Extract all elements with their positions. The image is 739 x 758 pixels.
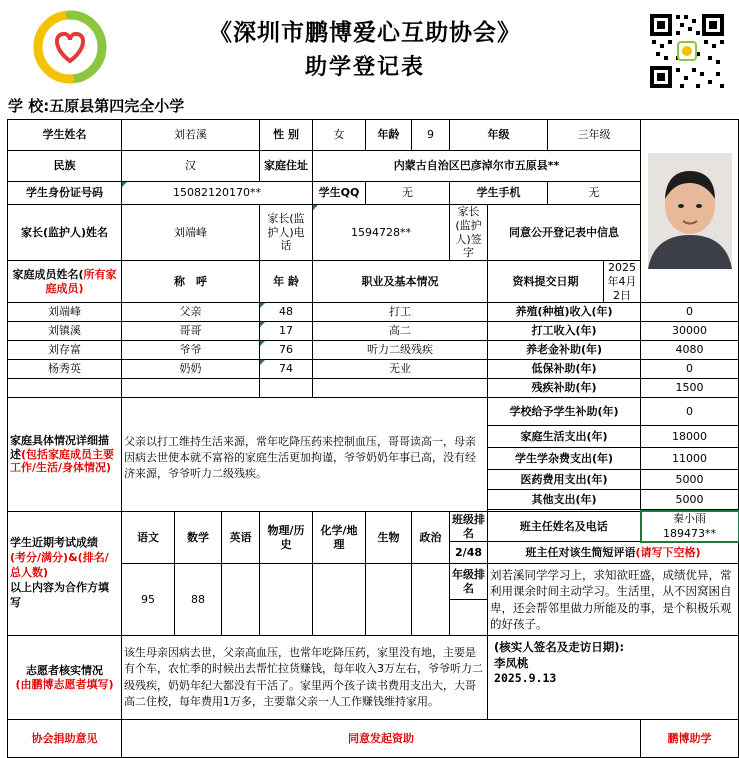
family-member-header bbox=[8, 261, 122, 303]
verification-label bbox=[8, 636, 122, 720]
finance-value[interactable]: 0 bbox=[641, 360, 739, 379]
id-number-label: 学生身份证号码 bbox=[8, 182, 122, 205]
family-member-name[interactable]: 刘端峰 bbox=[8, 303, 122, 322]
grade-rank-value[interactable] bbox=[450, 600, 488, 636]
finance-label: 其他支出(年) bbox=[488, 490, 641, 510]
ethnicity-value[interactable]: 汉 bbox=[122, 151, 260, 182]
family-member-age[interactable]: 74 bbox=[260, 360, 313, 379]
form-title: 《深圳市鹏博爱心互助协会》 bbox=[209, 19, 521, 46]
score-value[interactable]: 88 bbox=[175, 564, 222, 636]
scores-label-partner: 以上内容为合作方填写 bbox=[10, 580, 109, 609]
grade-value[interactable]: 三年级 bbox=[548, 120, 641, 151]
family-member-age[interactable]: 76 bbox=[260, 341, 313, 360]
family-description[interactable]: 父亲以打工维持生活来源，常年吃降压药来控制血压，哥哥读高一，母亲因病去世使本就不富裕的家庭生活更加拘谨，爷爷奶奶年事已高，没有经济来源，爷爷听力二级残疾。 bbox=[122, 398, 488, 512]
finance-label: 医药费用支出(年) bbox=[488, 470, 641, 490]
teacher-comment-hint: (请写下空格) bbox=[635, 546, 701, 560]
guardian-phone-label: 家长(监护人)电话 bbox=[260, 205, 313, 261]
score-value[interactable] bbox=[222, 564, 260, 636]
donation-label: 协会捐助意见 bbox=[8, 720, 122, 758]
gender-value[interactable]: 女 bbox=[313, 120, 366, 151]
age-value[interactable]: 9 bbox=[412, 120, 450, 151]
finance-value[interactable]: 30000 bbox=[641, 322, 739, 341]
family-member-occupation[interactable]: 无业 bbox=[313, 360, 488, 379]
verifier-label: (核实人签名及走访日期): bbox=[494, 640, 625, 655]
subject-header: 物理/历史 bbox=[260, 511, 313, 564]
family-row bbox=[8, 303, 739, 322]
guardian-name-value[interactable]: 刘端峰 bbox=[122, 205, 260, 261]
student-photo-cell bbox=[641, 120, 739, 303]
family-row-empty bbox=[8, 379, 739, 398]
family-detail-label-text: 家庭具体情况详细描述 bbox=[10, 433, 109, 461]
finance-value[interactable]: 5000 bbox=[641, 490, 739, 510]
id-number-value[interactable]: 15082120170** bbox=[122, 182, 313, 205]
verifier-block[interactable] bbox=[488, 636, 739, 720]
org-stamp: 鹏博助学 bbox=[641, 720, 739, 758]
gender-label: 性 别 bbox=[260, 120, 313, 151]
address-label: 家庭住址 bbox=[260, 151, 313, 182]
guardian-sign-label: 家长(监护人)签字 bbox=[450, 205, 488, 261]
finance-value[interactable]: 11000 bbox=[641, 448, 739, 470]
finance-label: 残疾补助(年) bbox=[488, 379, 641, 398]
guardian-name-label: 家长(监护人)姓名 bbox=[8, 205, 122, 261]
family-row bbox=[8, 341, 739, 360]
scores-label bbox=[8, 511, 122, 636]
verifier-date: 2025.9.13 bbox=[494, 671, 557, 686]
family-member-name[interactable] bbox=[8, 379, 122, 398]
score-value[interactable] bbox=[366, 564, 412, 636]
finance-value[interactable]: 0 bbox=[641, 398, 739, 426]
grade-rank-label: 年级排名 bbox=[450, 564, 488, 600]
verification-label-note: (由鹏博志愿者填写) bbox=[15, 677, 114, 691]
donation-result[interactable]: 同意发起资助 bbox=[122, 720, 641, 758]
subject-header: 化学/地理 bbox=[313, 511, 366, 564]
guardian-phone-value[interactable]: 1594728** bbox=[313, 205, 450, 261]
subject-header: 语文 bbox=[122, 511, 175, 564]
family-member-relation[interactable]: 父亲 bbox=[122, 303, 260, 322]
member-age-header: 年 龄 bbox=[260, 261, 313, 303]
teacher-contact[interactable] bbox=[641, 511, 739, 542]
subject-header: 数学 bbox=[175, 511, 222, 564]
finance-label: 打工收入(年) bbox=[488, 322, 641, 341]
finance-label: 低保补助(年) bbox=[488, 360, 641, 379]
family-row bbox=[8, 360, 739, 379]
family-member-occupation[interactable]: 打工 bbox=[313, 303, 488, 322]
score-value[interactable] bbox=[260, 564, 313, 636]
age-label: 年龄 bbox=[366, 120, 412, 151]
address-value[interactable]: 内蒙古自治区巴彦淖尔市五原县** bbox=[313, 151, 641, 182]
teacher-comment-label: 班主任对该生简短评语 bbox=[525, 546, 636, 560]
submit-date-label: 资料提交日期 bbox=[488, 261, 604, 303]
family-member-age[interactable] bbox=[260, 379, 313, 398]
qq-value[interactable]: 无 bbox=[366, 182, 450, 205]
qr-code-icon bbox=[648, 12, 726, 90]
verification-label-text: 志愿者核实情况 bbox=[26, 663, 103, 677]
finance-label: 养老金补助(年) bbox=[488, 341, 641, 360]
finance-label: 家庭生活支出(年) bbox=[488, 426, 641, 448]
class-rank-label: 班级排名 bbox=[450, 511, 488, 542]
family-member-header-note: 所有家庭成员) bbox=[45, 267, 117, 295]
finance-value[interactable]: 0 bbox=[641, 303, 739, 322]
student-name-value[interactable]: 刘若溪 bbox=[122, 120, 260, 151]
subject-header: 英语 bbox=[222, 511, 260, 564]
teacher-comment-header bbox=[488, 542, 739, 564]
student-name-label: 学生姓名 bbox=[8, 120, 122, 151]
finance-value[interactable]: 5000 bbox=[641, 470, 739, 490]
grade-label: 年级 bbox=[450, 120, 548, 151]
qq-label: 学生QQ bbox=[313, 182, 366, 205]
family-member-header-text: 家庭成员姓名( bbox=[12, 267, 84, 281]
score-value[interactable]: 95 bbox=[122, 564, 175, 636]
finance-label: 学校给予学生补助(年) bbox=[488, 398, 641, 426]
score-value[interactable] bbox=[412, 564, 450, 636]
student-photo bbox=[648, 153, 732, 269]
relation-header: 称 呼 bbox=[122, 261, 260, 303]
finance-label: 学生学杂费支出(年) bbox=[488, 448, 641, 470]
form-subtitle: 助学登记表 bbox=[304, 54, 425, 80]
scores-label-text: 学生近期考试成绩 bbox=[10, 536, 98, 550]
family-member-name[interactable]: 杨秀英 bbox=[8, 360, 122, 379]
teacher-name-value: 秦小雨 bbox=[673, 512, 707, 526]
teacher-phone-value: 189473** bbox=[663, 526, 717, 540]
teacher-comment[interactable]: 刘若溪同学学习上，求知欲旺盛，成绩优异，常利用课余时间主动学习。生活里，从不因窝困自卑，还会帮邻里做力所能及的事，是个积极乐观的好孩子。 bbox=[488, 564, 739, 636]
finance-value[interactable]: 4080 bbox=[641, 341, 739, 360]
family-detail-label bbox=[8, 398, 122, 512]
association-logo bbox=[30, 7, 110, 87]
family-member-age[interactable]: 48 bbox=[260, 303, 313, 322]
family-member-name[interactable]: 刘镇溪 bbox=[8, 322, 122, 341]
finance-label: 养殖(种植)收入(年) bbox=[488, 303, 641, 322]
family-member-relation[interactable]: 哥哥 bbox=[122, 322, 260, 341]
phone-value[interactable]: 无 bbox=[548, 182, 641, 205]
family-member-occupation[interactable]: 高二 bbox=[313, 322, 488, 341]
family-member-relation[interactable]: 奶奶 bbox=[122, 360, 260, 379]
verifier-name: 李凤桃 bbox=[494, 655, 529, 670]
family-member-occupation[interactable]: 听力二级残疾 bbox=[313, 341, 488, 360]
consent-label: 同意公开登记表中信息 bbox=[488, 205, 641, 261]
teacher-name-label: 班主任姓名及电话 bbox=[488, 511, 641, 542]
family-member-relation[interactable]: 爷爷 bbox=[122, 341, 260, 360]
family-detail-label-note: (包括家庭成员主要工作/生活/身体情况) bbox=[10, 447, 115, 475]
ethnicity-label: 民族 bbox=[8, 151, 122, 182]
family-member-name[interactable]: 刘存富 bbox=[8, 341, 122, 360]
class-rank-value[interactable]: 2/48 bbox=[450, 542, 488, 564]
registration-form-table bbox=[7, 119, 739, 758]
subject-header: 生物 bbox=[366, 511, 412, 564]
family-member-age[interactable]: 17 bbox=[260, 322, 313, 341]
family-member-relation[interactable] bbox=[122, 379, 260, 398]
family-member-occupation[interactable] bbox=[313, 379, 488, 398]
finance-value[interactable]: 1500 bbox=[641, 379, 739, 398]
submit-date-value[interactable]: 2025年4月2日 bbox=[604, 261, 641, 303]
subject-header: 政治 bbox=[412, 511, 450, 564]
family-row bbox=[8, 322, 739, 341]
scores-label-note: (考分/满分)&(排名/总人数) bbox=[10, 551, 109, 580]
finance-value[interactable]: 18000 bbox=[641, 426, 739, 448]
verification-text[interactable]: 该生母亲因病去世，父亲高血压，也常年吃降压药，家里没有地，主要是有个车，农忙季的时候出去帮忙拉货赚钱，每年收入3万左右，爷爷听力二级残疾，奶奶年纪大都没有干活了。家里两个孩子读书费用支出大，大哥高二住校，每年费用1万多，主要靠父亲一人工作赚钱维持家用。 bbox=[122, 636, 488, 720]
occupation-header: 职业及基本情况 bbox=[313, 261, 488, 303]
phone-label: 学生手机 bbox=[450, 182, 548, 205]
school-line: 学 校:五原县第四完全小学 bbox=[8, 97, 185, 115]
score-value[interactable] bbox=[313, 564, 366, 636]
